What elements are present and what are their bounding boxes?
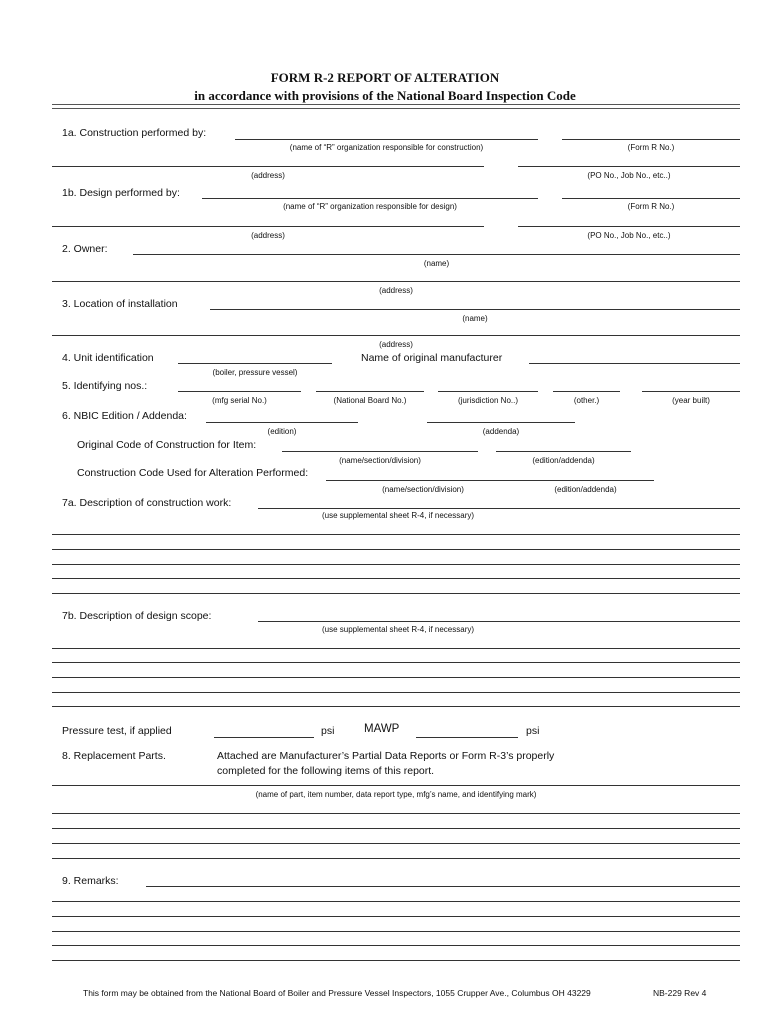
other-no-field[interactable]: [553, 391, 620, 392]
description-design-line[interactable]: [52, 662, 740, 663]
construction-code-used-label: Construction Code Used for Alteration Performed:: [77, 467, 309, 479]
caption-edition-addenda-2: (edition/addenda): [554, 485, 617, 494]
description-construction-line[interactable]: [52, 578, 740, 579]
caption-form-r-no-2: (Form R No.): [627, 202, 675, 211]
caption-national-board-no: (National Board No.): [333, 396, 407, 405]
original-code-section-field[interactable]: [282, 451, 478, 452]
national-board-no-field[interactable]: [316, 391, 424, 392]
caption-location-name: (name): [462, 314, 488, 323]
identifying-nos-label: 5. Identifying nos.:: [62, 380, 148, 392]
design-form-r-field[interactable]: [562, 198, 740, 199]
description-construction-label: 7a. Description of construction work:: [62, 497, 232, 509]
caption-po-no: (PO No., Job No., etc..): [587, 171, 671, 180]
form-subtitle: in accordance with provisions of the National Board Inspection Code: [194, 88, 576, 103]
nbic-edition-label: 6. NBIC Edition / Addenda:: [62, 410, 187, 422]
description-construction-line[interactable]: [52, 593, 740, 594]
original-code-edition-field[interactable]: [496, 451, 631, 452]
construction-form-r-field[interactable]: [562, 139, 740, 140]
design-address-field[interactable]: [52, 226, 484, 227]
caption-edition: (edition): [267, 427, 297, 436]
construction-address-field[interactable]: [52, 166, 484, 167]
caption-supplemental: (use supplemental sheet R-4, if necessary): [321, 511, 475, 520]
caption-form-r-no: (Form R No.): [627, 143, 675, 152]
caption-name: (name): [423, 259, 450, 268]
caption-name-r-construction: (name of “R” organization responsible for construction): [289, 143, 484, 152]
original-code-label: Original Code of Construction for Item:: [77, 439, 257, 451]
original-manufacturer-label: Name of original manufacturer: [361, 352, 503, 364]
caption-name-r-design: (name of “R” organization responsible for design): [283, 202, 457, 211]
caption-name-section-division: (name/section/division): [339, 456, 421, 465]
replacement-parts-line[interactable]: [52, 813, 740, 814]
remarks-field[interactable]: [146, 886, 740, 887]
replacement-parts-line[interactable]: [52, 858, 740, 859]
owner-name-field[interactable]: [133, 254, 740, 255]
mfg-serial-field[interactable]: [178, 391, 301, 392]
unit-identification-field[interactable]: [178, 363, 332, 364]
description-design-line[interactable]: [52, 677, 740, 678]
caption-po-no-2: (PO No., Job No., etc..): [587, 231, 671, 240]
unit-identification-label: 4. Unit identification: [62, 352, 154, 364]
footer-obtain-text: This form may be obtained from the National Board of Boiler and Pressure Vessel Inspectors, 1055 Crupper Ave., Columbus OH 43229: [83, 988, 591, 998]
location-label: 3. Location of installation: [62, 298, 178, 310]
description-design-field[interactable]: [258, 621, 740, 622]
owner-label: 2. Owner:: [62, 243, 108, 255]
remarks-label: 9. Remarks:: [62, 875, 119, 887]
attached-text-line2: completed for the following items of this report.: [217, 765, 435, 777]
construction-code-edition-field[interactable]: [517, 480, 654, 481]
description-design-line[interactable]: [52, 692, 740, 693]
year-built-field[interactable]: [642, 391, 740, 392]
description-construction-field[interactable]: [258, 508, 740, 509]
pressure-test-label: Pressure test, if applied: [62, 725, 172, 737]
caption-mfg-serial: (mfg serial No.): [212, 396, 267, 405]
replacement-parts-field[interactable]: [52, 785, 740, 786]
original-manufacturer-field[interactable]: [529, 363, 740, 364]
caption-owner-address: (address): [379, 286, 413, 295]
description-construction-line[interactable]: [52, 549, 740, 550]
description-design-line[interactable]: [52, 706, 740, 707]
description-construction-line[interactable]: [52, 534, 740, 535]
replacement-parts-label: 8. Replacement Parts.: [62, 750, 166, 762]
pressure-psi-label: psi: [321, 725, 335, 737]
mawp-label: MAWP: [364, 723, 400, 735]
caption-supplemental-2: (use supplemental sheet R-4, if necessary): [321, 625, 475, 634]
design-org-field[interactable]: [202, 198, 538, 199]
caption-edition-addenda: (edition/addenda): [532, 456, 595, 465]
location-address-field[interactable]: [52, 335, 740, 336]
remarks-line[interactable]: [52, 901, 740, 902]
owner-address-field[interactable]: [52, 281, 740, 282]
attached-text-line1: Attached are Manufacturer’s Partial Data Reports or Form R-3’s properly: [217, 750, 555, 762]
design-po-field[interactable]: [518, 226, 740, 227]
caption-name-section-division-2: (name/section/division): [382, 485, 464, 494]
remarks-line[interactable]: [52, 960, 740, 961]
jurisdiction-no-field[interactable]: [438, 391, 538, 392]
mawp-field[interactable]: [416, 737, 518, 738]
title-rule: [52, 104, 740, 109]
construction-po-field[interactable]: [518, 166, 740, 167]
caption-address-2: (address): [251, 231, 285, 240]
construction-code-section-field[interactable]: [326, 480, 520, 481]
addenda-field[interactable]: [427, 422, 575, 423]
mawp-psi-label: psi: [526, 725, 540, 737]
description-design-line[interactable]: [52, 648, 740, 649]
edition-field[interactable]: [206, 422, 358, 423]
caption-addenda: (addenda): [482, 427, 520, 436]
construction-org-field[interactable]: [235, 139, 538, 140]
caption-other: (other.): [573, 396, 600, 405]
remarks-line[interactable]: [52, 916, 740, 917]
caption-address: (address): [251, 171, 285, 180]
caption-boiler-vessel: (boiler, pressure vessel): [212, 368, 298, 377]
form-title: FORM R-2 REPORT OF ALTERATION: [270, 70, 500, 85]
design-performed-label: 1b. Design performed by:: [62, 187, 180, 199]
footer-form-rev: NB-229 Rev 4: [653, 988, 707, 998]
remarks-line[interactable]: [52, 945, 740, 946]
caption-jurisdiction-no: (jurisdiction No..): [457, 396, 518, 405]
pressure-test-field[interactable]: [214, 737, 314, 738]
replacement-parts-line[interactable]: [52, 843, 740, 844]
caption-location-address: (address): [379, 340, 413, 349]
caption-year-built: (year built): [672, 396, 710, 405]
description-construction-line[interactable]: [52, 564, 740, 565]
remarks-line[interactable]: [52, 931, 740, 932]
caption-parts-info: (name of part, item number, data report type, mfg’s name, and identifying mark): [255, 790, 537, 799]
description-design-label: 7b. Description of design scope:: [62, 610, 212, 622]
replacement-parts-line[interactable]: [52, 828, 740, 829]
construction-performed-label: 1a. Construction performed by:: [62, 127, 207, 139]
location-name-field[interactable]: [210, 309, 740, 310]
